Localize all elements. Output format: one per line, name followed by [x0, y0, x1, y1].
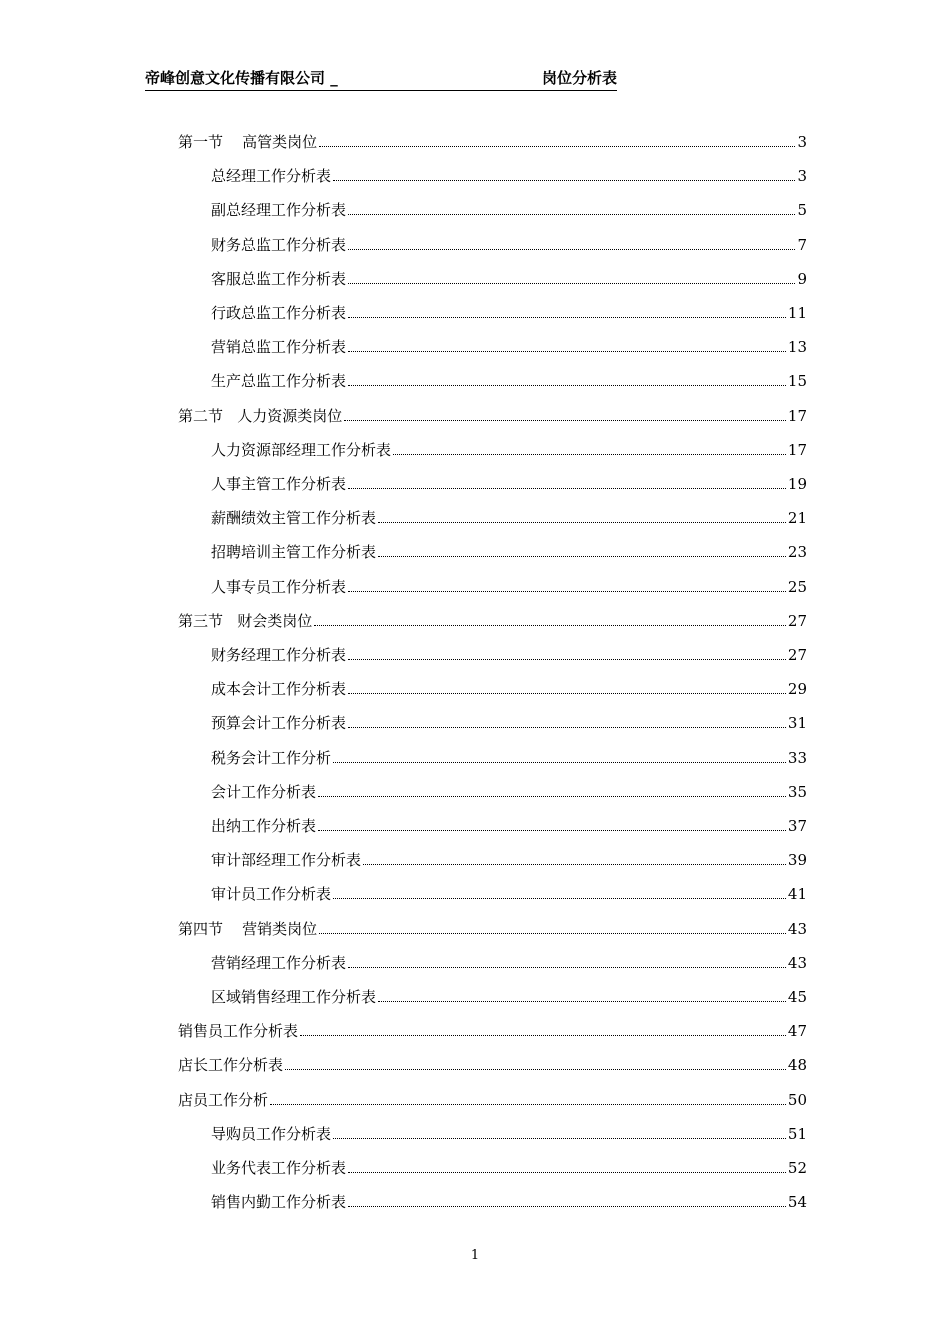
toc-entry[interactable] [211, 1178, 807, 1212]
toc-entry-page: 27 [787, 611, 807, 630]
toc-entry-page: 52 [787, 1159, 807, 1177]
toc-entry[interactable] [211, 665, 807, 699]
toc-entry-page: 5 [797, 201, 807, 220]
toc-entry-title: 财务总监工作分析表 [211, 235, 347, 254]
toc-leader-dots [348, 350, 786, 352]
toc-entry[interactable] [211, 1110, 807, 1144]
toc-entry-title: 总经理工作分析表 [211, 167, 332, 186]
toc-entry[interactable] [211, 357, 807, 391]
toc-entry[interactable] [211, 870, 807, 904]
toc-entry-title: 成本会计工作分析表 [211, 680, 347, 699]
toc-entry-page: 39 [787, 851, 807, 870]
toc-entry[interactable] [211, 768, 807, 802]
toc-leader-dots [319, 145, 795, 147]
toc-entry-title: 业务代表工作分析表 [211, 1159, 347, 1177]
toc-leader-dots [378, 555, 786, 557]
toc-entry-title: 销售员工作分析表 [178, 1022, 299, 1041]
toc-leader-dots [270, 1103, 786, 1105]
toc-entry-page: 27 [787, 646, 807, 664]
toc-entry[interactable] [178, 1007, 807, 1041]
page-header [145, 66, 617, 91]
toc-entry-title: 出纳工作分析表 [211, 817, 317, 835]
toc-entry-title: 导购员工作分析表 [211, 1124, 332, 1143]
toc-entry-page: 21 [787, 509, 807, 528]
toc-entry-page: 17 [787, 440, 807, 459]
toc-entry[interactable] [211, 426, 807, 460]
toc-entry-page: 15 [787, 372, 807, 391]
toc-leader-dots [348, 316, 786, 318]
toc-entry-title: 预算会计工作分析表 [211, 714, 347, 733]
toc-entry-title: 税务会计工作分析 [211, 748, 332, 767]
toc-entry-page: 19 [787, 475, 807, 493]
toc-entry-title: 销售内勤工作分析表 [211, 1193, 347, 1212]
toc-entry-page: 3 [797, 167, 807, 186]
toc-entry-page: 9 [797, 269, 807, 288]
toc-entry[interactable] [211, 973, 807, 1007]
toc-entry[interactable] [211, 631, 807, 665]
toc-entry-title: 第四节 营销类岗位 [178, 919, 318, 938]
toc-entry-title: 行政总监工作分析表 [211, 304, 347, 322]
toc-entry-page: 7 [797, 235, 807, 254]
toc-entry-page: 11 [787, 304, 807, 322]
toc-entry-title: 审计员工作分析表 [211, 885, 332, 904]
toc-leader-dots [285, 1068, 786, 1070]
toc-entry-page: 31 [787, 714, 807, 733]
toc-entry-page: 48 [787, 1056, 807, 1075]
toc-leader-dots [300, 1034, 786, 1036]
toc-entry-page: 43 [787, 919, 807, 938]
toc-entry[interactable] [178, 1076, 807, 1110]
toc-leader-dots [318, 829, 786, 831]
toc-leader-dots [348, 658, 786, 660]
toc-entry-title: 审计部经理工作分析表 [211, 851, 362, 870]
toc-entry-title: 店员工作分析 [178, 1090, 269, 1109]
toc-entry[interactable] [211, 289, 807, 323]
toc-entry-title: 营销经理工作分析表 [211, 953, 347, 972]
toc-entry-title: 人事专员工作分析表 [211, 577, 347, 596]
toc-entry-title: 区域销售经理工作分析表 [211, 988, 377, 1006]
toc-leader-dots [348, 692, 786, 694]
toc-entry[interactable] [211, 323, 807, 357]
toc-entry[interactable] [211, 221, 807, 255]
document-title: 岗位分析表 [541, 69, 617, 87]
toc-entry-page: 54 [787, 1193, 807, 1212]
toc-entry[interactable] [178, 118, 807, 152]
toc-entry[interactable] [211, 802, 807, 836]
toc-entry[interactable] [211, 1144, 807, 1178]
toc-entry[interactable] [211, 255, 807, 289]
toc-entry-title: 会计工作分析表 [211, 782, 317, 801]
toc-entry-page: 50 [787, 1090, 807, 1109]
toc-leader-dots [348, 1205, 786, 1207]
toc-leader-dots [378, 521, 786, 523]
toc-entry-page: 41 [787, 885, 807, 904]
toc-leader-dots [363, 863, 786, 865]
toc-entry-page: 43 [787, 953, 807, 972]
toc-leader-dots [348, 248, 795, 250]
toc-entry-page: 13 [787, 338, 807, 357]
toc-entry-page: 35 [787, 782, 807, 801]
toc-entry-title: 招聘培训主管工作分析表 [211, 543, 377, 562]
company-name: 帝峰创意文化传播有限公司 _ [145, 69, 338, 87]
toc-leader-dots [348, 213, 795, 215]
toc-entry-title: 第二节 人力资源类岗位 [178, 406, 343, 425]
toc-entry[interactable] [211, 186, 807, 220]
toc-entry-title: 人事主管工作分析表 [211, 475, 347, 493]
toc-leader-dots [348, 487, 786, 489]
toc-entry[interactable] [178, 392, 807, 426]
toc-entry[interactable] [178, 597, 807, 631]
toc-entry-title: 人力资源部经理工作分析表 [211, 440, 392, 459]
toc-entry-page: 47 [787, 1022, 807, 1041]
toc-entry[interactable] [211, 528, 807, 562]
toc-leader-dots [318, 795, 786, 797]
toc-entry-page: 29 [787, 680, 807, 699]
toc-entry-page: 23 [787, 543, 807, 562]
toc-entry[interactable] [211, 563, 807, 597]
toc-leader-dots [348, 384, 786, 386]
toc-entry-page: 3 [797, 133, 807, 151]
toc-leader-dots [333, 897, 786, 899]
toc-entry-page: 33 [787, 748, 807, 767]
toc-entry[interactable] [211, 152, 807, 186]
toc-entry-title: 生产总监工作分析表 [211, 372, 347, 391]
toc-entry[interactable] [178, 1041, 807, 1075]
toc-entry[interactable] [211, 460, 807, 494]
toc-entry-title: 店长工作分析表 [178, 1056, 284, 1075]
toc-entry-title: 副总经理工作分析表 [211, 201, 347, 220]
toc-leader-dots [348, 726, 786, 728]
toc-entry-page: 51 [787, 1124, 807, 1143]
page-number: 1 [470, 1248, 480, 1263]
toc-entry-title: 第一节 高管类岗位 [178, 133, 318, 151]
toc-entry[interactable] [211, 699, 807, 733]
toc-entry-page: 25 [787, 577, 807, 596]
toc-entry[interactable] [211, 939, 807, 973]
toc-entry[interactable] [211, 734, 807, 768]
toc-entry-title: 第三节 财会类岗位 [178, 611, 313, 630]
toc-leader-dots [393, 453, 786, 455]
toc-leader-dots [333, 179, 795, 181]
toc-entry[interactable] [178, 905, 807, 939]
toc-entry-page: 17 [787, 406, 807, 425]
toc-entry-title: 薪酬绩效主管工作分析表 [211, 509, 377, 528]
toc-entry[interactable] [211, 494, 807, 528]
toc-entry-page: 37 [787, 817, 807, 835]
toc-leader-dots [333, 1137, 786, 1139]
toc-leader-dots [348, 282, 795, 284]
toc-leader-dots [344, 419, 786, 421]
toc-entry-page: 45 [787, 988, 807, 1006]
toc-leader-dots [319, 932, 786, 934]
toc-leader-dots [378, 1000, 786, 1002]
toc-entry-title: 财务经理工作分析表 [211, 646, 347, 664]
toc-leader-dots [348, 1171, 786, 1173]
toc-entry-title: 客服总监工作分析表 [211, 269, 347, 288]
toc-entry-title: 营销总监工作分析表 [211, 338, 347, 357]
toc-entry[interactable] [211, 836, 807, 870]
toc-leader-dots [348, 590, 786, 592]
toc-leader-dots [348, 966, 786, 968]
toc-leader-dots [333, 761, 786, 763]
toc-leader-dots [314, 624, 786, 626]
